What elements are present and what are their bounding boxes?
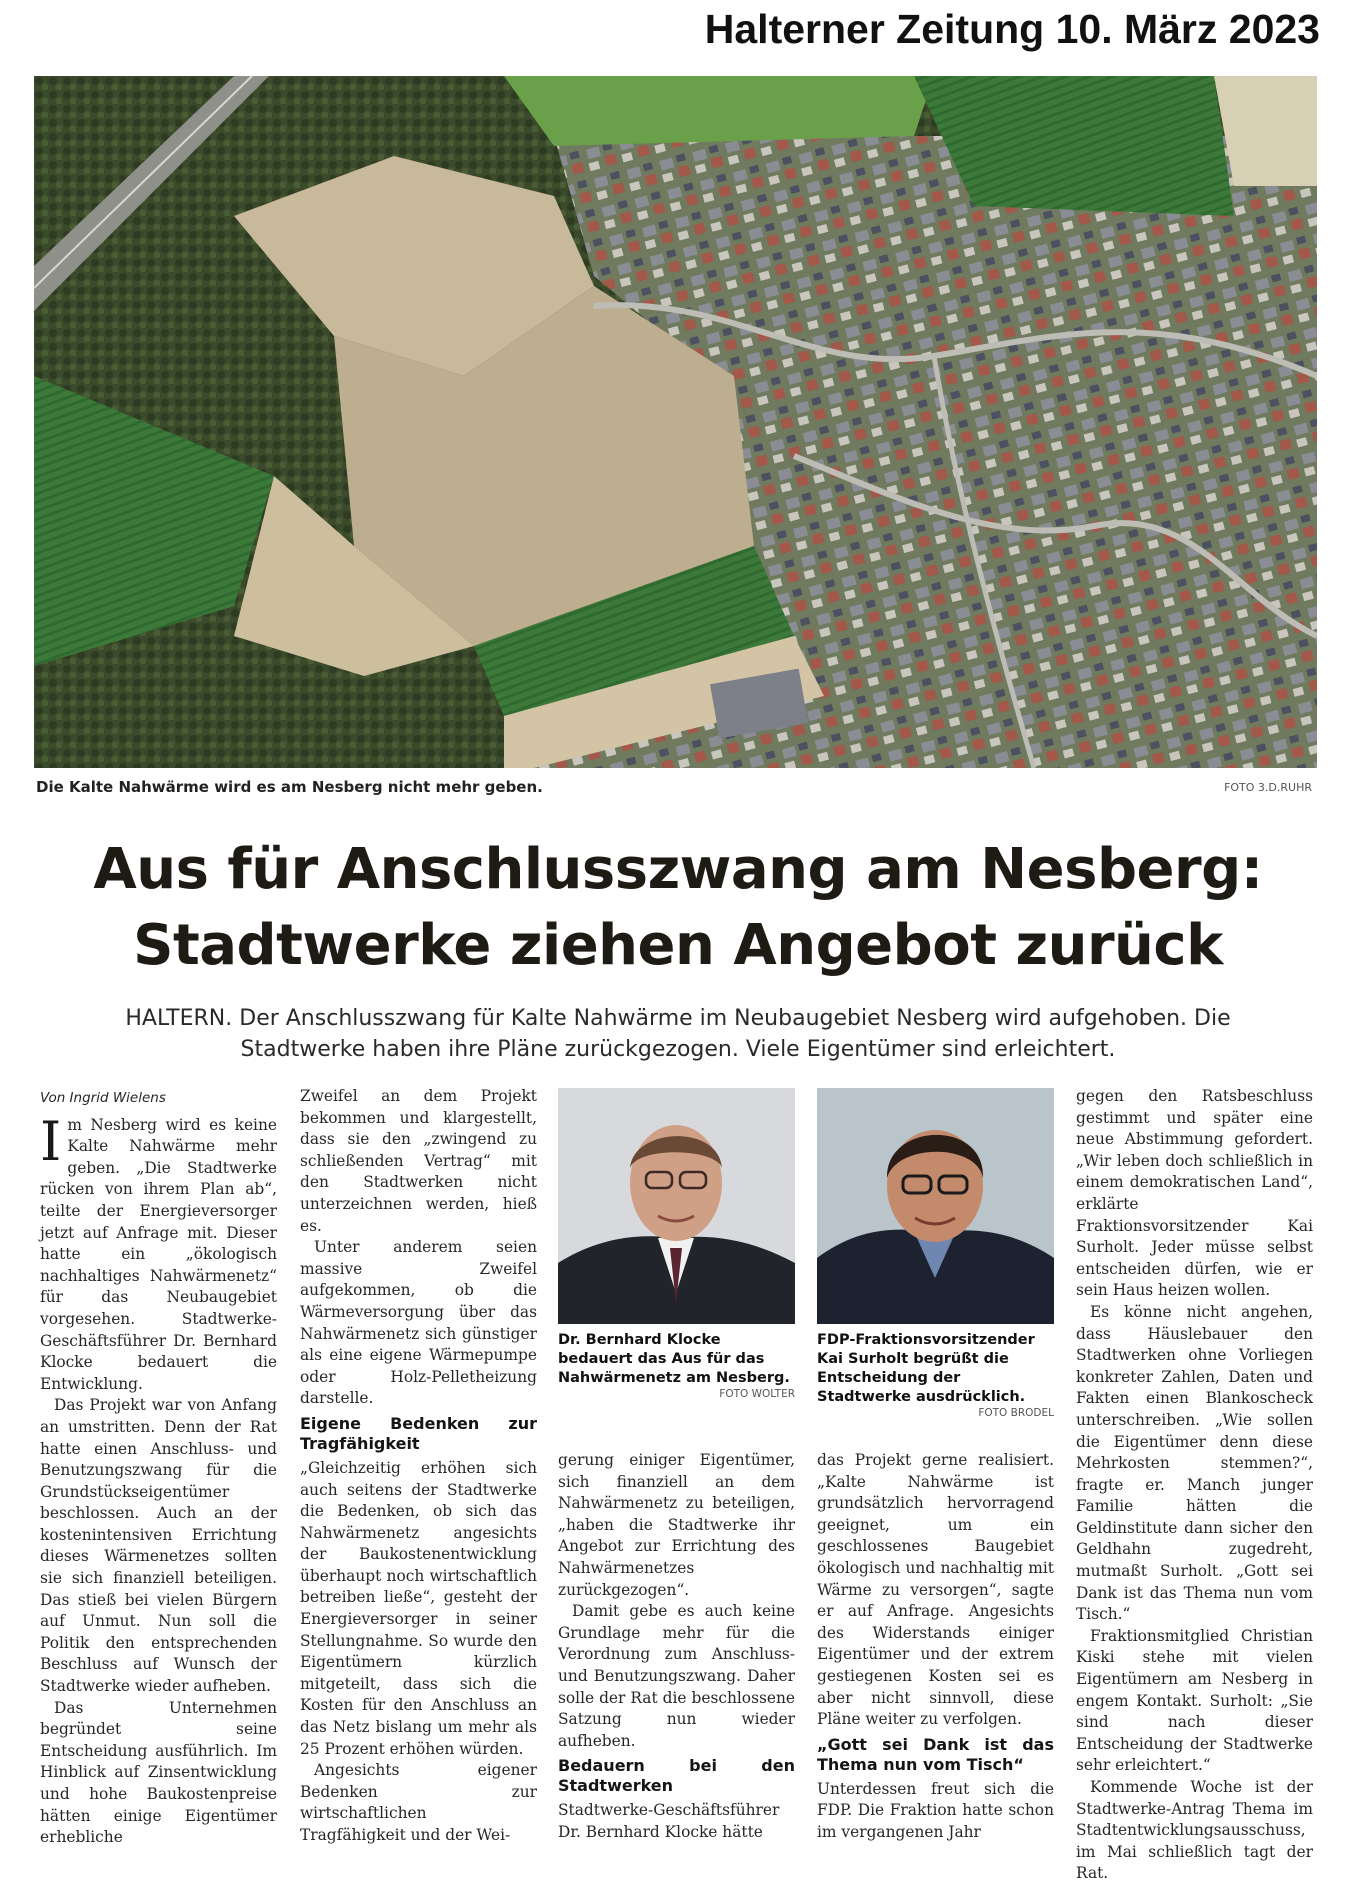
portrait-surholt-credit: FOTO BRODEL — [978, 1407, 1054, 1419]
col5-paragraph-2: Es könne nicht angehen, dass Häuslebauer den Stadtwerken ohne Vorliegen konkreter Zahlen, Daten und Fakten einen Blankoscheck unterschreiben. „Wie sollen die Eigentümer denn diese Mehrkosten stemmen?“, fragte er. Manch junger Familie hätten die Geldinstitute dann sicher den Geldhahn zugedreht, mutmaßt Surholt. „Gott sei Dank ist das Thema nun vom Tisch.“ — [1076, 1302, 1313, 1624]
byline: Von Ingrid Wielens — [40, 1090, 166, 1106]
portrait-klocke-caption-text: Dr. Bernhard Klocke bedauert das Aus für das Nahwärmenetz am Nesberg. — [558, 1332, 790, 1386]
photo-caption: Die Kalte Nahwärme wird es am Nesberg nicht mehr geben. — [36, 778, 543, 796]
col4-paragraph-1: das Projekt gerne realisiert. „Kalte Nahwärme ist grundsätzlich hervorragend geeignet, um ein geschlossenes Baugebiet ökologisch und nachhaltig mit Wärme zu versorgen“, sagte er auf Anfrage. Angesichts des Widerstands einiger Eigentümer und der extrem gestiegenen Kosten sei es aber nicht sinnvoll, diese Pläne weiter zu verfolgen. — [817, 1451, 1054, 1729]
col4-paragraph-2: Unterdessen freut sich die FDP. Die Fraktion hatte schon im vergangenen Jahr — [817, 1779, 1054, 1841]
column-4 — [817, 1450, 1054, 1844]
lead-paragraph: HALTERN. Der Anschlusszwang für Kalte Nahwärme im Neubaugebiet Nesberg wird aufgehoben. Die Stadtwerke haben ihre Pläne zurückgezogen. Viele Eigentümer sind erleichtert. — [125, 1006, 1231, 1062]
col1-paragraph-1 — [40, 1109, 277, 1396]
masthead: Halterner Zeitung 10. März 2023 — [704, 6, 1320, 52]
column-2 — [300, 1086, 537, 1847]
column-3 — [558, 1450, 795, 1844]
col2-paragraph-4: Angesichts eigener Bedenken zur wirtschaftlichen Tragfähigkeit und der Wei- — [300, 1761, 537, 1844]
portrait-surholt-caption — [817, 1331, 1054, 1419]
col5-paragraph-4: Kommende Woche ist der Stadtwerke-Antrag Thema im Stadtentwicklungsausschuss, im Mai schließlich tagt der Rat. — [1076, 1778, 1313, 1883]
col5-paragraph-1: gegen den Ratsbeschluss gestimmt und später eine neue Abstimmung gefordert. „Wir leben doch schließlich in einem demokratischen Land“, erklärte Fraktionsvorsitzender Kai Surholt. Jeder müsse selbst entscheiden dürfen, wie er sein Haus heizen wollen. — [1076, 1087, 1313, 1300]
col4-subheading: „Gott sei Dank ist das Thema nun vom Tisch“ — [817, 1734, 1054, 1774]
portrait-klocke-image — [558, 1088, 795, 1324]
col1-p1-text: m Nesberg wird es keine Kalte Nahwärme mehr geben. „Die Stadtwerke rücken von ihrem Plan ab“, teilte der Energieversorger jetzt auf Anfrage mit. Dieser hatte ein „ökologisch nachhaltiges Nahwärmenetz“ für das Neubaugebiet vorgesehen. Stadtwerke-Geschäftsführer Dr. Bernhard Klocke bedauert die Entwicklung. — [40, 1115, 277, 1393]
column-1 — [40, 1088, 277, 1849]
drop-cap: I — [40, 1109, 62, 1173]
col3-subheading: Bedauern bei den Stadtwerken — [558, 1756, 795, 1796]
col2-paragraph-2: Unter anderem seien massive Zweifel aufgekommen, ob die Wärmeversorgung über das Nahwärmenetz sich günstiger als eine eigene Wärmepumpe oder Holz-Pelletheizung darstelle. — [300, 1238, 537, 1408]
col2-subheading: Eigene Bedenken zur Tragfähigkeit — [300, 1413, 537, 1453]
portrait-klocke-caption — [558, 1331, 795, 1400]
col2-paragraph-1: Zweifel an dem Projekt bekommen und klargestellt, dass sie den „zwingend zu schließenden Vertrag“ mit den Stadtwerken nicht unterzeichnen werden, hieß es. — [300, 1087, 537, 1235]
col3-paragraph-2: Damit gebe es auch keine Grundlage mehr für die Verordnung zum Anschluss- und Benutzungszwang. Daher solle der Rat die beschlossene Satzung nun wieder aufheben. — [558, 1602, 795, 1750]
headline-line-2: Stadtwerke ziehen Angebot zurück — [133, 913, 1223, 978]
portrait-klocke-credit: FOTO WOLTER — [719, 1388, 795, 1400]
portrait-klocke — [558, 1088, 795, 1324]
photo-credit: FOTO 3.D.RUHR — [1224, 781, 1312, 794]
col5-paragraph-3: Fraktionsmitglied Christian Kiski stehe mit vielen Eigentümern am Nesberg in engem Kontakt. Surholt: „Sie sind nach dieser Entscheidung der Stadtwerke sehr erleichtert.“ — [1076, 1626, 1313, 1775]
headline-line-1: Aus für Anschlusszwang am Nesberg: — [93, 837, 1263, 902]
portrait-surholt-caption-text: FDP-Fraktionsvorsitzender Kai Surholt begrüßt die Entscheidung der Stadtwerke ausdrücklich. — [817, 1332, 1035, 1405]
aerial-photo — [34, 76, 1317, 768]
col2-paragraph-3: „Gleichzeitig erhöhen sich auch seitens der Stadtwerke die Bedenken, ob sich das Nahwärmenetz angesichts der Baukostenentwicklung überhaupt noch wirtschaftlich betreiben ließe“, gesteht der Energieversorger in seiner Stellungnahme. So wurde den Eigentümern kürzlich mitgeteilt, dass sich die Kosten für den Anschluss an das Netz bislang um mehr als 25 Prozent erhöhen würden. — [300, 1458, 537, 1758]
col1-paragraph-3: Das Unternehmen begründet seine Entscheidung ausführlich. Im Hinblick auf Zinsentwicklung und hohe Baukostenpreise hätten einige Eigentümer erhebliche — [40, 1698, 277, 1847]
column-5 — [1076, 1086, 1313, 1885]
col3-paragraph-3: Stadtwerke-Geschäftsführer Dr. Bernhard Klocke hätte — [558, 1801, 780, 1841]
col3-paragraph-1: gerung einiger Eigentümer, sich finanziell an dem Nahwärmenetz zu beteiligen, „haben die Stadtwerke ihr Angebot zur Errichtung des Nahwärmenetzes zurückgezogen“. — [558, 1451, 795, 1599]
portrait-surholt — [817, 1088, 1054, 1324]
portrait-surholt-image — [817, 1088, 1054, 1324]
headline — [0, 832, 1356, 984]
aerial-photo-image — [34, 76, 1317, 768]
col1-paragraph-2: Das Projekt war von Anfang an umstritten. Denn der Rat hatte einen Anschluss- und Benutzungszwang für die Grundstückseigentümer beschlossen. Auch an der kostenintensiven Errichtung dieses Wärmenetzes sollten sie sich finanziell beteiligen. Das stieß bei vielen Bürgern auf Unmut. Nun soll die Politik den entsprechenden Beschluss auf Wunsch der Stadtwerke wieder aufheben. — [40, 1396, 277, 1696]
